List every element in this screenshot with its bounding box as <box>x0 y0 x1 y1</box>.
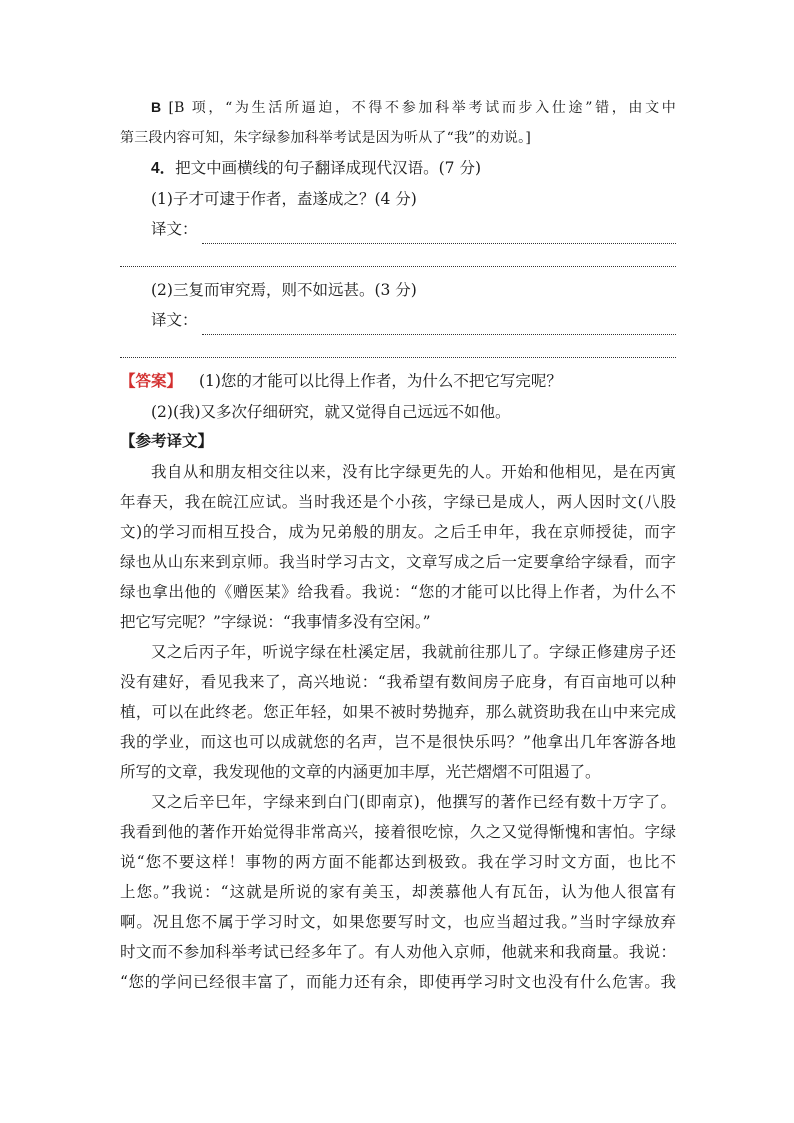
translate-row-2 <box>120 305 676 335</box>
para1-line: 绿也从山东来到京师。我当时学习古文，文章写成之后一定要拿给字绿看，而字 <box>120 553 676 571</box>
translate-label-2: 译文： <box>151 311 198 329</box>
question4-number: 4． <box>151 160 176 177</box>
answer-line1 <box>120 366 676 397</box>
answer-blank-line-3[interactable] <box>202 314 676 335</box>
para2-line: 所写的文章，我发现他的文章的内涵更加丰厚，光芒熠熠不可阻遏了。 <box>120 763 601 781</box>
para3-line: 我看到他的著作开始觉得非常高兴，接着很吃惊，久之又觉得惭愧和害怕。字绿 <box>120 823 676 841</box>
answer-b-line2: 第三段内容可知，朱字绿参加科举考试是因为听从了“我”的劝说。] <box>120 130 531 146</box>
question4-title <box>120 153 676 184</box>
para2-line: 又之后丙子年，听说字绿在杜溪定居，我就前往那儿了。字绿正修建房子还 <box>151 643 676 661</box>
reference-paragraph-1 <box>120 457 676 637</box>
question4-text: 把文中画横线的句子翻译成现代汉语。(7 分) <box>175 159 482 177</box>
para1-line: 年春天，我在皖江应试。当时我还是个小孩，字绿已是成人，两人因时文(八股 <box>120 493 676 511</box>
para3-line: 说“您不要这样！事物的两方面不能都达到极致。我在学习时文方面，也比不 <box>120 853 676 871</box>
answer-b-text: [B 项，“为生活所逼迫，不得不参加科举考试而步入仕途”错，由文中 <box>168 100 676 116</box>
answer-tag: 【答案】 <box>120 373 183 390</box>
answer-blank-line-2[interactable] <box>120 244 676 267</box>
para1-line: 我自从和朋友相交往以来，没有比字绿更先的人。开始和他相见，是在丙寅 <box>151 463 676 481</box>
question4-sub1: (1)子才可逮于作者，盍遂成之？(4 分) <box>151 190 417 208</box>
document-page <box>120 92 676 997</box>
answer-line2: (2)(我)又多次仔细研究，就又觉得自己远远不如他。 <box>151 403 511 421</box>
para3-line: 上您。”我说：“这就是所说的家有美玉，却羡慕他人有瓦缶，认为他人很富有 <box>120 883 676 901</box>
para1-line: 把它写完呢？”字绿说：“我事情多没有空闲。” <box>120 613 431 631</box>
reference-paragraph-2 <box>120 637 676 787</box>
para3-line: 时文而不参加科举考试已经多年了。有人劝他入京师，他就来和我商量。我说： <box>120 943 676 961</box>
answer-text-1: (1)您的才能可以比得上作者，为什么不把它写完呢？ <box>198 372 562 390</box>
para3-line: “您的学问已经很丰富了，而能力还有余，即使再学习时文也没有什么危害。我 <box>120 973 676 991</box>
reference-paragraph-3 <box>120 787 676 997</box>
question4-sub2: (2)三复而审究焉，则不如远甚。(3 分) <box>151 281 417 299</box>
translate-row-1 <box>120 214 676 244</box>
answer-blank-line-4[interactable] <box>120 335 676 358</box>
para2-line: 没有建好，看见我来了，高兴地说：“我希望有数间房子庇身，有百亩地可以种 <box>120 673 676 691</box>
answer-blank-line-1[interactable] <box>202 223 676 244</box>
para3-line: 又之后辛巳年，字绿来到白门(即南京)，他撰写的著作已经有数十万字了。 <box>151 793 676 811</box>
answer-b-letter: B <box>151 99 162 115</box>
para1-line: 绿也拿出他的《赠医某》给我看。我说：“您的才能可以比得上作者，为什么不 <box>120 583 676 601</box>
para3-line: 啊。况且您不属于学习时文，如果您要写时文，也应当超过我。”当时字绿放弃 <box>120 913 676 931</box>
para1-line: 文)的学习而相互投合，成为兄弟般的朋友。之后壬申年，我在京师授徒，而字 <box>120 523 676 541</box>
translate-label-1: 译文： <box>151 220 198 238</box>
para2-line: 植，可以在此终老。您正年轻，如果不被时势抛弃，那么就资助我在山中来完成 <box>120 703 676 721</box>
reference-heading: 【参考译文】 <box>120 433 214 450</box>
para2-line: 我的学业，而这也可以成就您的名声，岂不是很快乐吗？”他拿出几年客游各地 <box>120 733 676 751</box>
answer-b-line1 <box>120 92 676 123</box>
